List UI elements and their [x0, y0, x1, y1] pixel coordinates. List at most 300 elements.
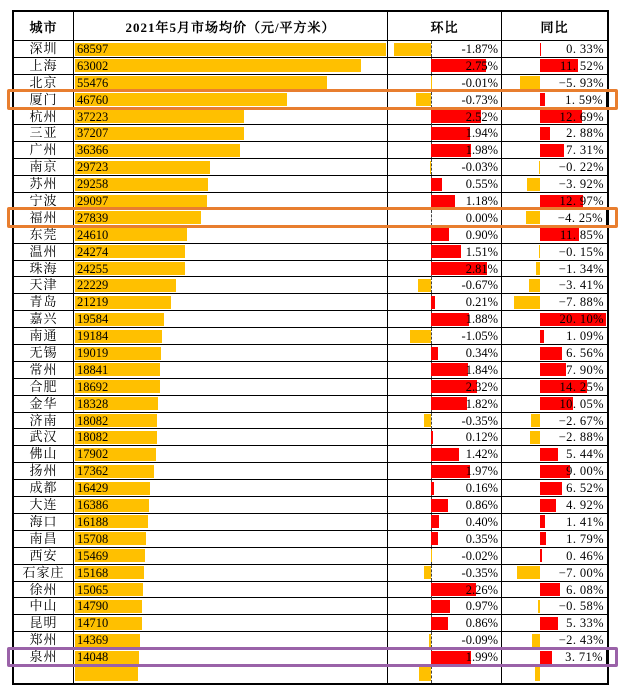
city-cell	[14, 480, 74, 496]
table-row	[14, 142, 607, 159]
mom-value: 1.94%	[466, 125, 498, 141]
mom-bar	[418, 279, 431, 292]
price-cell	[74, 649, 388, 665]
mom-zero-axis	[431, 666, 432, 683]
table-row	[14, 193, 607, 210]
mom-cell	[388, 92, 502, 108]
city-label: 石家庄	[22, 565, 64, 581]
city-cell	[14, 598, 74, 614]
price-cell	[74, 159, 388, 175]
mom-value: -0.35%	[462, 565, 498, 581]
price-cell	[74, 294, 388, 310]
mom-cell	[388, 446, 502, 462]
mom-bar	[410, 330, 431, 343]
price-value: 18692	[77, 379, 108, 395]
header-mom: 环比	[388, 12, 502, 40]
yoy-bar	[540, 617, 558, 630]
mom-cell	[388, 514, 502, 530]
price-cell	[74, 413, 388, 429]
table-row-partial	[14, 666, 607, 683]
header-city: 城市	[14, 12, 74, 40]
price-value: 24255	[77, 261, 108, 277]
city-cell	[14, 649, 74, 665]
mom-bar	[431, 600, 450, 613]
city-label: 福州	[29, 210, 57, 226]
mom-cell	[388, 75, 502, 91]
mom-cell	[388, 548, 502, 564]
mom-zero-axis	[431, 413, 432, 429]
mom-zero-axis	[431, 548, 432, 564]
yoy-value: 7. 31%	[566, 142, 604, 158]
city-cell	[14, 210, 74, 226]
yoy-value: 6. 56%	[566, 345, 604, 361]
city-label: 成都	[29, 480, 57, 496]
price-cell	[74, 632, 388, 648]
mom-cell	[388, 159, 502, 175]
city-label: 徐州	[29, 582, 57, 598]
yoy-bar	[540, 363, 566, 376]
yoy-cell	[502, 345, 607, 361]
price-cell	[74, 125, 388, 141]
mom-cell	[388, 210, 502, 226]
mom-cell	[388, 244, 502, 260]
yoy-cell	[502, 362, 607, 378]
city-label: 南京	[29, 159, 57, 175]
mom-cell	[388, 328, 502, 344]
table-row	[14, 362, 607, 379]
mom-cell	[388, 666, 502, 683]
city-cell	[14, 548, 74, 564]
yoy-cell	[502, 548, 607, 564]
city-label: 西安	[29, 548, 57, 564]
price-value: 24610	[77, 227, 108, 243]
city-label: 济南	[29, 413, 57, 429]
mom-zero-axis	[431, 565, 432, 581]
mom-value: 0.16%	[466, 480, 498, 496]
table-row	[14, 41, 607, 58]
mom-bar	[431, 363, 468, 376]
price-value: 27839	[77, 210, 108, 226]
yoy-cell	[502, 531, 607, 547]
mom-value: 2.26%	[466, 582, 498, 598]
price-cell	[74, 244, 388, 260]
mom-cell	[388, 58, 502, 74]
mom-cell	[388, 480, 502, 496]
city-cell	[14, 277, 74, 293]
yoy-value: 3. 71%	[565, 649, 603, 665]
mom-value: 1.98%	[466, 142, 498, 158]
yoy-bar	[532, 634, 540, 647]
yoy-cell	[502, 615, 607, 631]
yoy-cell	[502, 598, 607, 614]
yoy-bar	[535, 667, 540, 681]
city-label: 扬州	[29, 463, 57, 479]
price-value: 18328	[77, 396, 108, 412]
yoy-bar	[529, 279, 540, 292]
mom-value: 1.99%	[466, 649, 498, 665]
yoy-cell	[502, 463, 607, 479]
table-row	[14, 294, 607, 311]
table-row	[14, 261, 607, 278]
price-value: 14710	[77, 615, 108, 631]
yoy-value: 1. 59%	[565, 92, 603, 108]
price-cell	[74, 463, 388, 479]
city-cell	[14, 582, 74, 598]
price-cell	[74, 311, 388, 327]
price-cell	[74, 41, 388, 57]
mom-value: 0.86%	[466, 497, 498, 513]
city-cell	[14, 193, 74, 209]
price-value: 15708	[77, 531, 108, 547]
mom-value: 0.35%	[466, 531, 498, 547]
mom-cell	[388, 565, 502, 581]
city-price-table	[12, 10, 609, 685]
price-value: 14048	[77, 649, 108, 665]
mom-cell	[388, 463, 502, 479]
mom-value: 1.18%	[466, 193, 498, 209]
mom-zero-axis	[431, 41, 432, 57]
table-row	[14, 58, 607, 75]
yoy-value: 0. 46%	[566, 548, 604, 564]
city-cell	[14, 615, 74, 631]
table-row	[14, 244, 607, 261]
price-value: 29723	[77, 159, 108, 175]
price-cell	[74, 565, 388, 581]
city-label: 青岛	[29, 294, 57, 310]
yoy-value: −5. 93%	[559, 75, 604, 91]
mom-cell	[388, 261, 502, 277]
price-value: 22229	[77, 277, 108, 293]
price-value: 14790	[77, 598, 108, 614]
yoy-value: 4. 92%	[566, 497, 604, 513]
yoy-bar	[517, 566, 540, 579]
table-row	[14, 615, 607, 632]
table-row	[14, 446, 607, 463]
mom-bar	[431, 397, 467, 410]
yoy-value: −0. 22%	[559, 159, 604, 175]
mom-cell	[388, 176, 502, 192]
mom-value: -0.02%	[462, 548, 498, 564]
yoy-value: −2. 67%	[559, 413, 604, 429]
mom-value: 0.86%	[466, 615, 498, 631]
mom-cell	[388, 413, 502, 429]
city-label: 三亚	[29, 125, 57, 141]
price-value: 37207	[77, 125, 108, 141]
yoy-cell	[502, 142, 607, 158]
yoy-value: 9. 00%	[566, 463, 604, 479]
price-bar	[75, 43, 386, 56]
city-label: 昆明	[29, 615, 57, 631]
mom-bar	[431, 178, 442, 191]
mom-bar	[394, 43, 431, 56]
price-value: 15065	[77, 582, 108, 598]
yoy-bar	[540, 549, 542, 562]
price-cell	[74, 531, 388, 547]
yoy-bar	[540, 482, 562, 495]
price-cell	[74, 109, 388, 125]
yoy-value: 0. 33%	[566, 41, 604, 57]
city-cell	[14, 311, 74, 327]
yoy-cell	[502, 480, 607, 496]
table-row	[14, 632, 607, 649]
mom-value: -0.73%	[462, 92, 498, 108]
yoy-value: −3. 41%	[559, 277, 604, 293]
city-label: 东莞	[29, 227, 57, 243]
price-value: 55476	[77, 75, 108, 91]
mom-cell	[388, 429, 502, 445]
mom-value: 1.84%	[466, 362, 498, 378]
yoy-cell	[502, 210, 607, 226]
mom-bar	[431, 127, 470, 140]
table-row	[14, 548, 607, 565]
yoy-cell	[502, 58, 607, 74]
mom-cell	[388, 227, 502, 243]
mom-bar	[431, 431, 433, 444]
price-value: 29258	[77, 176, 108, 192]
table-row	[14, 109, 607, 126]
city-label: 杭州	[29, 109, 57, 125]
city-label: 常州	[29, 362, 57, 378]
mom-value: 1.51%	[466, 244, 498, 260]
price-cell	[74, 176, 388, 192]
price-value: 15469	[77, 548, 108, 564]
mom-value: 2.32%	[466, 379, 498, 395]
mom-value: 1.88%	[466, 311, 498, 327]
mom-cell	[388, 396, 502, 412]
yoy-value: −3. 92%	[559, 176, 604, 192]
city-cell	[14, 666, 74, 683]
city-cell	[14, 328, 74, 344]
mom-value: -0.35%	[462, 413, 498, 429]
table-row	[14, 75, 607, 92]
yoy-bar	[540, 330, 544, 343]
yoy-cell	[502, 294, 607, 310]
table-row	[14, 463, 607, 480]
mom-bar	[431, 617, 448, 630]
table-row	[14, 514, 607, 531]
yoy-bar	[536, 262, 540, 275]
yoy-cell	[502, 244, 607, 260]
price-cell	[74, 261, 388, 277]
yoy-bar	[540, 144, 564, 157]
price-cell	[74, 615, 388, 631]
mom-bar	[431, 515, 439, 528]
yoy-cell	[502, 277, 607, 293]
price-value: 14369	[77, 632, 108, 648]
yoy-bar	[540, 93, 545, 106]
mom-cell	[388, 109, 502, 125]
yoy-bar	[540, 127, 550, 140]
yoy-value: 12. 69%	[560, 109, 604, 125]
yoy-cell	[502, 446, 607, 462]
city-cell	[14, 565, 74, 581]
mom-bar	[431, 482, 434, 495]
city-cell	[14, 514, 74, 530]
table-row	[14, 176, 607, 193]
yoy-value: 2. 88%	[566, 125, 604, 141]
yoy-value: −7. 00%	[559, 565, 604, 581]
yoy-cell	[502, 413, 607, 429]
price-cell	[74, 210, 388, 226]
city-label: 天津	[29, 277, 57, 293]
mom-bar	[430, 161, 431, 174]
mom-value: 2.75%	[466, 58, 498, 74]
city-cell	[14, 413, 74, 429]
yoy-value: 10. 05%	[560, 396, 604, 412]
mom-value: 1.42%	[466, 446, 498, 462]
mom-cell	[388, 615, 502, 631]
yoy-bar	[531, 414, 540, 427]
yoy-value: −2. 88%	[559, 429, 604, 445]
yoy-value: 12. 97%	[560, 193, 604, 209]
yoy-value: 6. 52%	[566, 480, 604, 496]
yoy-bar	[540, 43, 541, 56]
price-cell	[74, 396, 388, 412]
mom-zero-axis	[431, 210, 432, 226]
mom-cell	[388, 649, 502, 665]
city-cell	[14, 227, 74, 243]
table-row	[14, 531, 607, 548]
city-label: 嘉兴	[29, 311, 57, 327]
mom-cell	[388, 362, 502, 378]
table-row	[14, 328, 607, 345]
city-label: 苏州	[29, 176, 57, 192]
mom-bar	[431, 296, 435, 309]
table-row	[14, 210, 607, 227]
yoy-cell	[502, 92, 607, 108]
yoy-bar	[540, 532, 546, 545]
yoy-cell	[502, 193, 607, 209]
yoy-cell	[502, 429, 607, 445]
mom-cell	[388, 632, 502, 648]
city-cell	[14, 446, 74, 462]
yoy-cell	[502, 261, 607, 277]
city-cell	[14, 41, 74, 57]
mom-bar	[429, 634, 431, 647]
price-cell	[74, 193, 388, 209]
mom-bar	[431, 499, 448, 512]
mom-value: 2.52%	[466, 109, 498, 125]
price-value: 18841	[77, 362, 108, 378]
mom-cell	[388, 41, 502, 57]
mom-value: 0.34%	[466, 345, 498, 361]
city-cell	[14, 379, 74, 395]
table-row	[14, 227, 607, 244]
price-cell	[74, 227, 388, 243]
city-label: 郑州	[29, 632, 57, 648]
city-label: 武汉	[29, 429, 57, 445]
yoy-value: −7. 88%	[559, 294, 604, 310]
mom-cell	[388, 531, 502, 547]
table-row	[14, 92, 607, 109]
price-cell	[74, 379, 388, 395]
table-row	[14, 125, 607, 142]
price-cell	[74, 480, 388, 496]
price-value: 36366	[77, 142, 108, 158]
mom-cell	[388, 311, 502, 327]
yoy-value: 1. 79%	[566, 531, 604, 547]
city-cell	[14, 75, 74, 91]
city-label: 南昌	[29, 531, 57, 547]
mom-bar	[424, 414, 431, 427]
yoy-value: 5. 44%	[566, 446, 604, 462]
table-row	[14, 565, 607, 582]
city-label: 泉州	[29, 649, 57, 665]
mom-zero-axis	[431, 75, 432, 91]
price-cell	[74, 277, 388, 293]
price-value: 16386	[77, 497, 108, 513]
city-cell	[14, 58, 74, 74]
price-value: 15168	[77, 565, 108, 581]
city-cell	[14, 345, 74, 361]
mom-bar	[431, 465, 470, 478]
price-bar	[75, 667, 138, 681]
yoy-cell	[502, 582, 607, 598]
mom-cell	[388, 379, 502, 395]
price-value: 16188	[77, 514, 108, 530]
header-yoy: 同比	[502, 12, 607, 40]
price-cell	[74, 497, 388, 513]
table-row	[14, 396, 607, 413]
city-label: 佛山	[29, 446, 57, 462]
city-cell	[14, 497, 74, 513]
yoy-value: 1. 09%	[566, 328, 604, 344]
city-cell	[14, 142, 74, 158]
mom-value: -0.09%	[462, 632, 498, 648]
yoy-value: 1. 41%	[566, 514, 604, 530]
table-row	[14, 159, 607, 176]
yoy-cell	[502, 227, 607, 243]
mom-value: -0.67%	[462, 277, 498, 293]
city-cell	[14, 463, 74, 479]
yoy-bar	[540, 583, 560, 596]
city-label: 无锡	[29, 345, 57, 361]
mom-value: 0.21%	[466, 294, 498, 310]
city-cell	[14, 244, 74, 260]
city-label: 宁波	[29, 193, 57, 209]
yoy-cell	[502, 328, 607, 344]
price-cell	[74, 58, 388, 74]
yoy-value: 20. 10%	[560, 311, 604, 327]
yoy-bar	[514, 296, 540, 309]
table-row	[14, 429, 607, 446]
city-cell	[14, 429, 74, 445]
table-row	[14, 480, 607, 497]
yoy-bar	[539, 245, 540, 258]
yoy-bar	[540, 347, 562, 360]
mom-cell	[388, 125, 502, 141]
yoy-bar	[526, 211, 540, 224]
table-row	[14, 311, 607, 328]
city-cell	[14, 531, 74, 547]
mom-value: 0.97%	[466, 598, 498, 614]
price-value: 18082	[77, 413, 108, 429]
price-cell	[74, 345, 388, 361]
city-label: 温州	[29, 244, 57, 260]
yoy-cell	[502, 311, 607, 327]
table-body	[14, 41, 607, 683]
city-cell	[14, 396, 74, 412]
yoy-cell	[502, 666, 607, 683]
yoy-cell	[502, 109, 607, 125]
table-row	[14, 649, 607, 666]
header-price: 2021年5月市场均价（元/平方米）	[74, 12, 388, 40]
city-label: 厦门	[29, 92, 57, 108]
price-cell	[74, 429, 388, 445]
mom-value: 2.81%	[466, 261, 498, 277]
mom-value: 0.40%	[466, 514, 498, 530]
city-cell	[14, 176, 74, 192]
